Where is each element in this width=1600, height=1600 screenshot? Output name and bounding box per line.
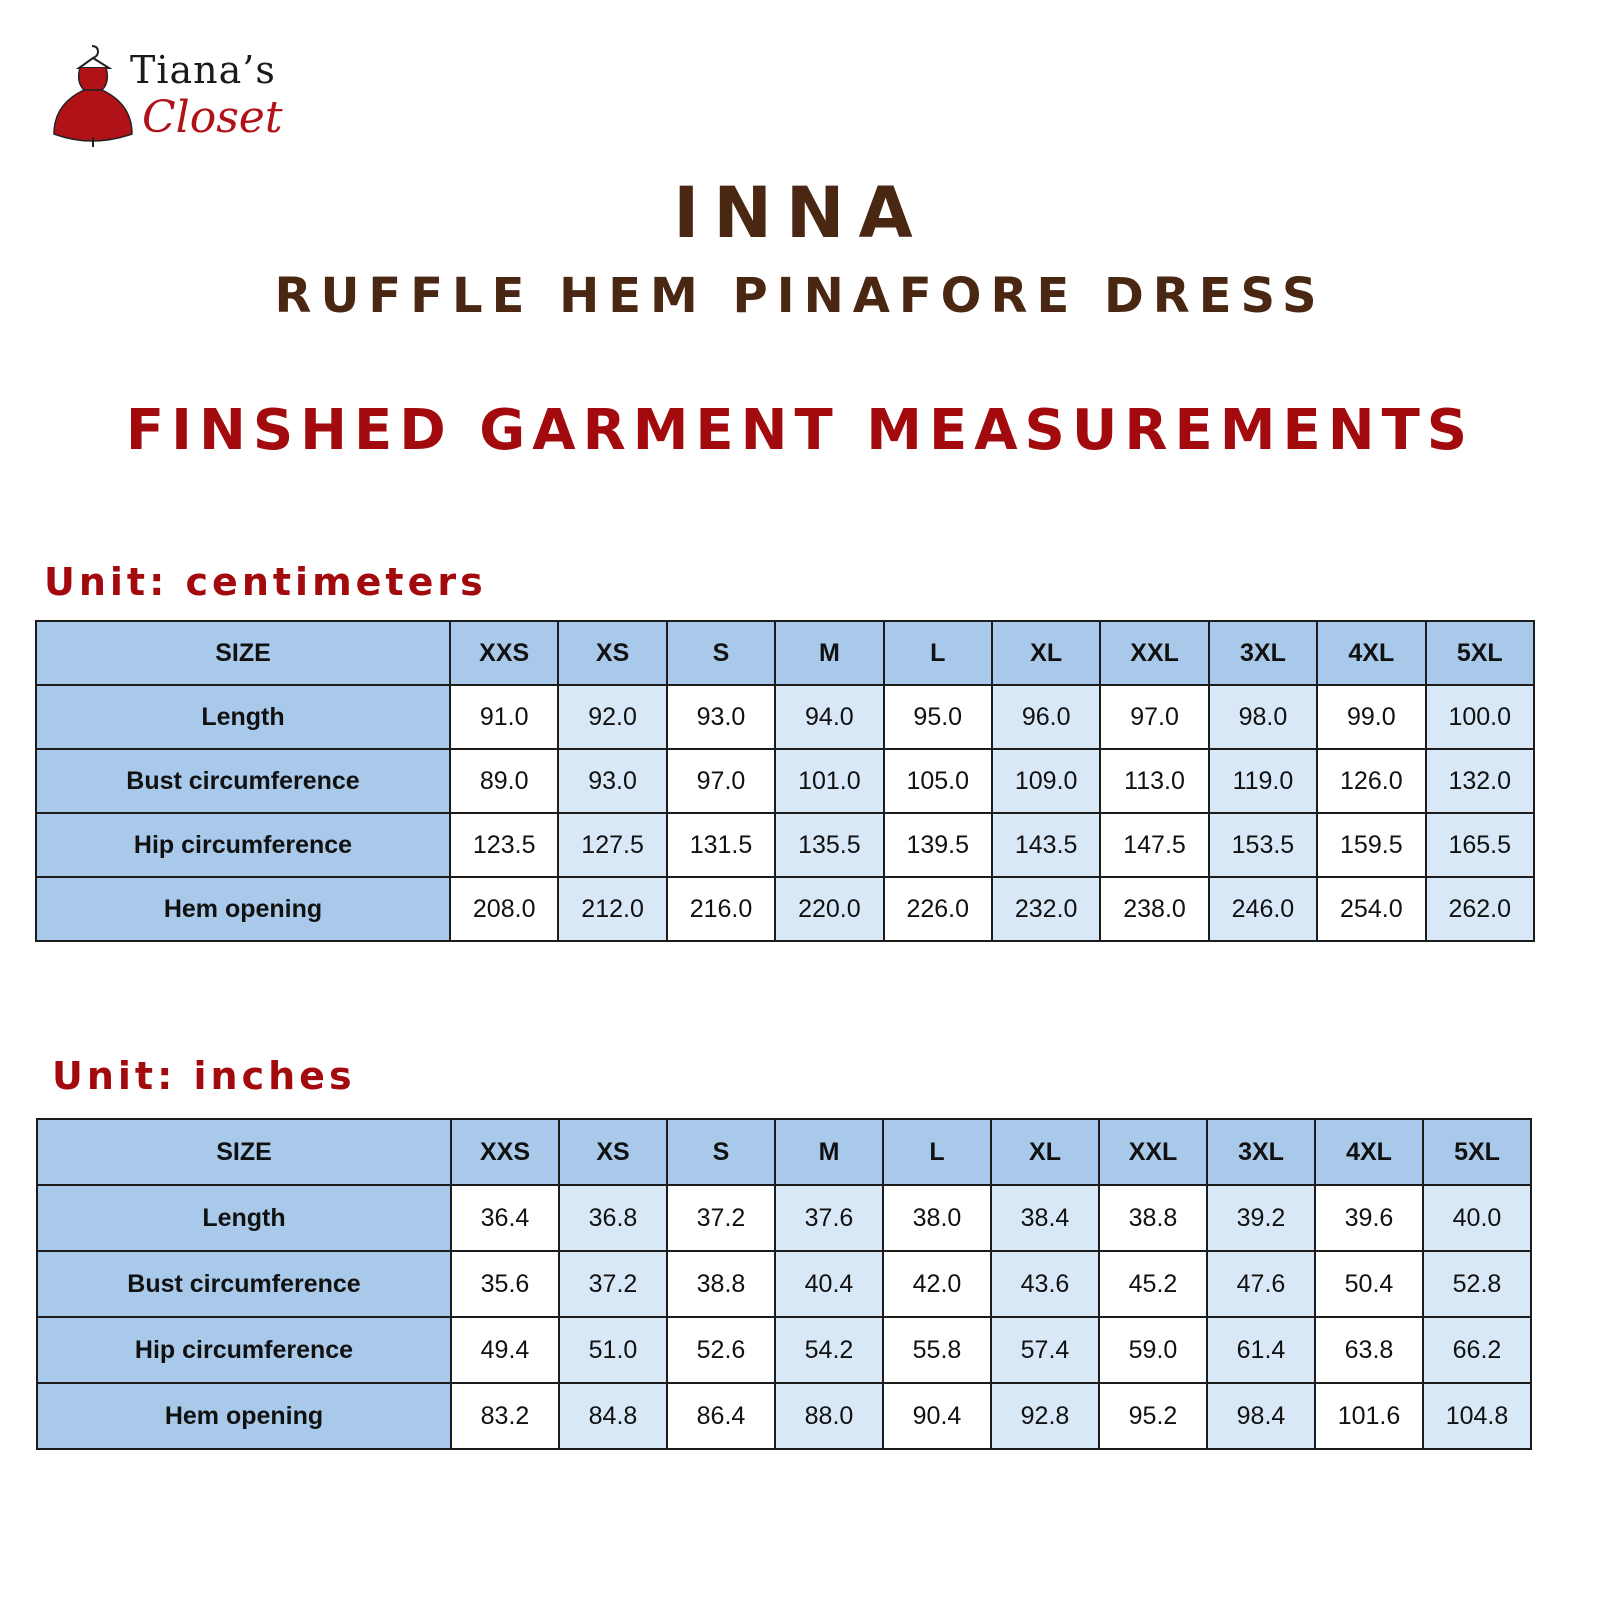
table-cell: 88.0	[775, 1383, 883, 1449]
header-cell: XXL	[1100, 621, 1208, 685]
table-cell: 132.0	[1426, 749, 1534, 813]
table-row	[37, 1383, 1531, 1449]
table-cell: 36.4	[451, 1185, 559, 1251]
table-cell: 84.8	[559, 1383, 667, 1449]
table-cell: 38.8	[667, 1251, 775, 1317]
header-cell: S	[667, 1119, 775, 1185]
header-cell: 4XL	[1315, 1119, 1423, 1185]
table-cell: 109.0	[992, 749, 1100, 813]
table-cell: 38.0	[883, 1185, 991, 1251]
size-table-centimeters	[35, 620, 1535, 942]
logo-text-tianas: Tiana’s	[130, 48, 276, 92]
table-cell: 55.8	[883, 1317, 991, 1383]
table-cell: 90.4	[883, 1383, 991, 1449]
table-cell: 97.0	[667, 749, 775, 813]
table-cell: 135.5	[775, 813, 883, 877]
table-cell: 52.8	[1423, 1251, 1531, 1317]
table-row	[36, 813, 1534, 877]
table-cell: 63.8	[1315, 1317, 1423, 1383]
row-label: Bust circumference	[36, 749, 450, 813]
row-label: Bust circumference	[37, 1251, 451, 1317]
table-cell: 165.5	[1426, 813, 1534, 877]
table-cell: 93.0	[667, 685, 775, 749]
table-cell: 101.0	[775, 749, 883, 813]
table-cell: 95.2	[1099, 1383, 1207, 1449]
header-cell: L	[883, 1119, 991, 1185]
table-cell: 212.0	[558, 877, 666, 941]
brand-logo	[52, 42, 292, 152]
table-cell: 51.0	[559, 1317, 667, 1383]
table-cell: 262.0	[1426, 877, 1534, 941]
header-cell: 4XL	[1317, 621, 1425, 685]
table-cell: 86.4	[667, 1383, 775, 1449]
table-cell: 208.0	[450, 877, 558, 941]
table-cell: 98.4	[1207, 1383, 1315, 1449]
table-row	[36, 685, 1534, 749]
table-cell: 40.0	[1423, 1185, 1531, 1251]
table-cell: 123.5	[450, 813, 558, 877]
dress-on-hanger-icon	[52, 42, 142, 152]
table-cell: 220.0	[775, 877, 883, 941]
table-row	[36, 749, 1534, 813]
table-cell: 139.5	[884, 813, 992, 877]
row-label: Hem opening	[37, 1383, 451, 1449]
table-row	[37, 1251, 1531, 1317]
unit-label-inches: Unit: inches	[52, 1054, 356, 1098]
header-cell: XXS	[451, 1119, 559, 1185]
row-label: Hip circumference	[37, 1317, 451, 1383]
header-cell: XXL	[1099, 1119, 1207, 1185]
table-cell: 153.5	[1209, 813, 1317, 877]
size-table-inches	[36, 1118, 1532, 1450]
header-cell: 3XL	[1207, 1119, 1315, 1185]
header-cell: 5XL	[1423, 1119, 1531, 1185]
table-cell: 54.2	[775, 1317, 883, 1383]
table-cell: 38.8	[1099, 1185, 1207, 1251]
table-cell: 232.0	[992, 877, 1100, 941]
table-cell: 37.6	[775, 1185, 883, 1251]
row-label: Length	[36, 685, 450, 749]
table-cell: 100.0	[1426, 685, 1534, 749]
row-label: Hip circumference	[36, 813, 450, 877]
unit-label-centimeters: Unit: centimeters	[44, 560, 487, 604]
table-cell: 37.2	[667, 1185, 775, 1251]
header-cell: M	[775, 1119, 883, 1185]
table-cell: 131.5	[667, 813, 775, 877]
table-cell: 226.0	[884, 877, 992, 941]
table-cell: 92.8	[991, 1383, 1099, 1449]
table-cell: 59.0	[1099, 1317, 1207, 1383]
header-cell: SIZE	[36, 621, 450, 685]
table-cell: 92.0	[558, 685, 666, 749]
table-cell: 216.0	[667, 877, 775, 941]
table-cell: 39.2	[1207, 1185, 1315, 1251]
table-cell: 38.4	[991, 1185, 1099, 1251]
product-name: INNA	[673, 172, 927, 254]
header-cell: S	[667, 621, 775, 685]
table-row	[37, 1317, 1531, 1383]
table-cell: 96.0	[992, 685, 1100, 749]
table-cell: 61.4	[1207, 1317, 1315, 1383]
table-cell: 35.6	[451, 1251, 559, 1317]
table-cell: 45.2	[1099, 1251, 1207, 1317]
table-row	[37, 1185, 1531, 1251]
header-cell: XL	[991, 1119, 1099, 1185]
table-cell: 99.0	[1317, 685, 1425, 749]
table-cell: 97.0	[1100, 685, 1208, 749]
table-cell: 119.0	[1209, 749, 1317, 813]
table-cell: 42.0	[883, 1251, 991, 1317]
table-cell: 39.6	[1315, 1185, 1423, 1251]
section-title: FINSHED GARMENT MEASUREMENTS	[125, 398, 1475, 463]
table-cell: 93.0	[558, 749, 666, 813]
table-header-row	[37, 1119, 1531, 1185]
table-cell: 47.6	[1207, 1251, 1315, 1317]
table-row	[36, 877, 1534, 941]
table-cell: 50.4	[1315, 1251, 1423, 1317]
logo-text-closet: Closet	[142, 92, 283, 143]
table-cell: 143.5	[992, 813, 1100, 877]
table-cell: 101.6	[1315, 1383, 1423, 1449]
table-cell: 43.6	[991, 1251, 1099, 1317]
table-cell: 52.6	[667, 1317, 775, 1383]
table-cell: 246.0	[1209, 877, 1317, 941]
table-cell: 238.0	[1100, 877, 1208, 941]
table-cell: 91.0	[450, 685, 558, 749]
row-label: Length	[37, 1185, 451, 1251]
header-cell: XS	[559, 1119, 667, 1185]
table-cell: 36.8	[559, 1185, 667, 1251]
table-cell: 254.0	[1317, 877, 1425, 941]
header-cell: 5XL	[1426, 621, 1534, 685]
table-cell: 126.0	[1317, 749, 1425, 813]
table-cell: 94.0	[775, 685, 883, 749]
table-cell: 89.0	[450, 749, 558, 813]
header-cell: M	[775, 621, 883, 685]
table-cell: 105.0	[884, 749, 992, 813]
table-cell: 83.2	[451, 1383, 559, 1449]
table-cell: 113.0	[1100, 749, 1208, 813]
header-cell: 3XL	[1209, 621, 1317, 685]
header-cell: XS	[558, 621, 666, 685]
table-cell: 66.2	[1423, 1317, 1531, 1383]
header-cell: SIZE	[37, 1119, 451, 1185]
table-cell: 95.0	[884, 685, 992, 749]
table-cell: 40.4	[775, 1251, 883, 1317]
table-header-row	[36, 621, 1534, 685]
table-cell: 127.5	[558, 813, 666, 877]
row-label: Hem opening	[36, 877, 450, 941]
table-cell: 104.8	[1423, 1383, 1531, 1449]
header-cell: XL	[992, 621, 1100, 685]
product-type: RUFFLE HEM PINAFORE DRESS	[274, 268, 1326, 324]
table-cell: 147.5	[1100, 813, 1208, 877]
table-cell: 98.0	[1209, 685, 1317, 749]
table-cell: 49.4	[451, 1317, 559, 1383]
table-cell: 37.2	[559, 1251, 667, 1317]
header-cell: XXS	[450, 621, 558, 685]
table-cell: 159.5	[1317, 813, 1425, 877]
header-cell: L	[884, 621, 992, 685]
table-cell: 57.4	[991, 1317, 1099, 1383]
